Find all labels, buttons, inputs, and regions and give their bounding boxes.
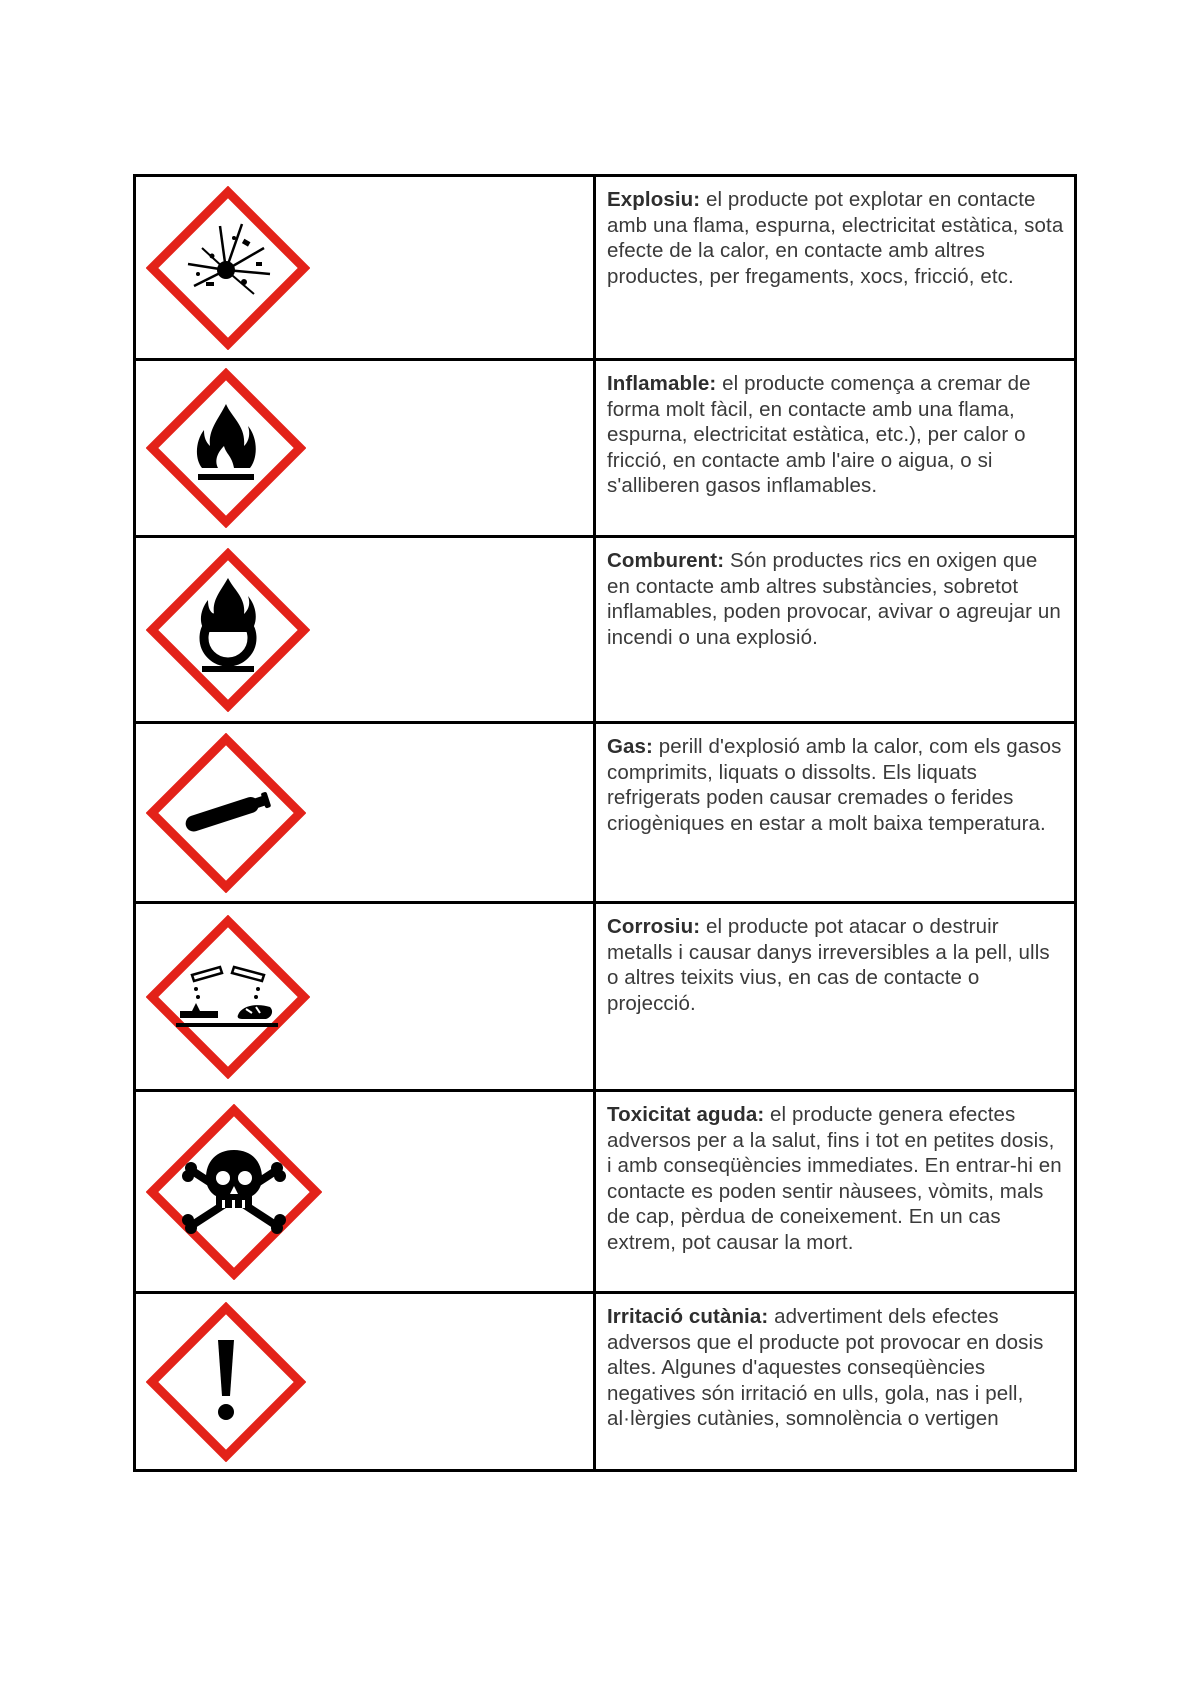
hazard-description bbox=[595, 723, 1076, 903]
hazard-description bbox=[595, 1293, 1076, 1471]
table-row bbox=[135, 903, 1076, 1091]
pictogram-cell bbox=[135, 360, 595, 537]
pictogram-cell bbox=[135, 537, 595, 723]
hazard-label: Toxicitat aguda: bbox=[607, 1103, 765, 1126]
pictogram-cell bbox=[135, 1293, 595, 1471]
corrosion-icon bbox=[146, 915, 310, 1079]
skull-crossbones-icon bbox=[146, 1104, 322, 1280]
exclamation-mark-icon bbox=[146, 1302, 306, 1462]
table-row bbox=[135, 176, 1076, 360]
hazard-description bbox=[595, 360, 1076, 537]
flame-over-circle-icon bbox=[146, 548, 310, 712]
table-row bbox=[135, 537, 1076, 723]
hazard-label: Inflamable: bbox=[607, 372, 717, 395]
gas-cylinder-icon bbox=[146, 733, 306, 893]
pictogram-cell bbox=[135, 723, 595, 903]
hazard-description bbox=[595, 176, 1076, 360]
pictogram-cell bbox=[135, 1091, 595, 1293]
pictogram-cell bbox=[135, 903, 595, 1091]
table-row bbox=[135, 1091, 1076, 1293]
hazard-description bbox=[595, 903, 1076, 1091]
hazard-pictogram-table bbox=[133, 174, 1077, 1472]
pictogram-cell bbox=[135, 176, 595, 360]
hazard-label: Comburent: bbox=[607, 549, 725, 572]
hazard-text: Són productes rics en oxigen que en contacte amb altres substàncies, sobretot inflamables, poden provocar, avivar o agreujar un incendi o una explosió. bbox=[607, 549, 1061, 649]
hazard-text: el producte genera efectes adversos per a la salut, fins i tot en petites dosis, i amb conseqüències immediates. En entrar-hi en contacte es poden sentir nàusees, vòmits, mals de cap, pèrdua de coneixement. En un cas extrem, pot causar la mort. bbox=[607, 1103, 1062, 1254]
table-row bbox=[135, 360, 1076, 537]
flame-icon bbox=[146, 368, 306, 528]
explosive-icon bbox=[146, 186, 310, 350]
hazard-label: Corrosiu: bbox=[607, 915, 701, 938]
hazard-label: Gas: bbox=[607, 735, 653, 758]
hazard-text: el producte pot atacar o destruir metalls i causar danys irreversibles a la pell, ulls o altres teixits vius, en cas de contacte o projecció. bbox=[607, 915, 1050, 1015]
hazard-description bbox=[595, 537, 1076, 723]
hazard-text: el producte pot explotar en contacte amb una flama, espurna, electricitat estàtica, sota efecte de la calor, en contacte amb altres productes, per fregaments, xocs, fricció, etc. bbox=[607, 188, 1064, 288]
table-row bbox=[135, 723, 1076, 903]
hazard-text: advertiment dels efectes adversos que el producte pot provocar en dosis altes. Algunes d'aquestes conseqüències negatives són irritació en ulls, gola, nas i pell, al·lèrgies cutànies, somnolència o vertigen bbox=[607, 1305, 1044, 1430]
hazard-label: Explosiu: bbox=[607, 188, 701, 211]
table-row bbox=[135, 1293, 1076, 1471]
hazard-text: el producte comença a cremar de forma molt fàcil, en contacte amb una flama, espurna, electricitat estàtica, etc.), per calor o fricció, en contacte amb l'aire o aigua, o si s'alliberen gasos inflamables. bbox=[607, 372, 1031, 497]
hazard-description bbox=[595, 1091, 1076, 1293]
hazard-label: Irritació cutània: bbox=[607, 1305, 769, 1328]
hazard-text: perill d'explosió amb la calor, com els gasos comprimits, liquats o dissolts. Els liquats refrigerats poden causar cremades o ferides criogèniques en estar a molt baixa temperatura. bbox=[607, 735, 1062, 835]
